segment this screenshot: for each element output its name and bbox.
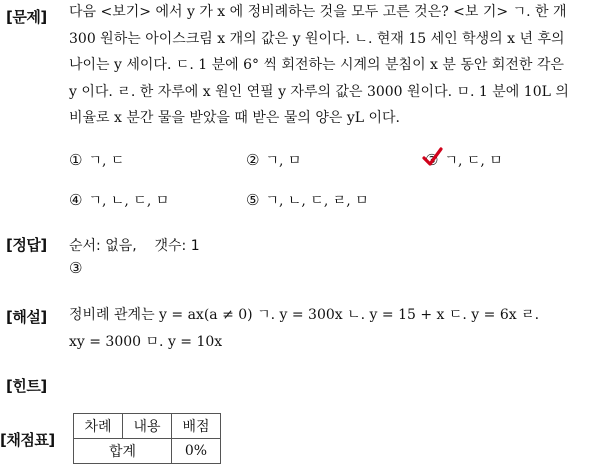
question-line: 300 원하는 아이스크림 x 개의 값은 y 원이다. ㄴ. 현재 15 세인 학생의 x 년 후의 — [69, 30, 565, 47]
choice-text: ㄱ, ㄷ — [88, 153, 125, 169]
table-header-cell: 내용 — [123, 414, 172, 439]
explanation-text — [69, 302, 599, 355]
choice-number: ② — [246, 151, 260, 169]
table-header-cell: 배점 — [172, 414, 221, 439]
question-label: [문제] — [6, 8, 47, 26]
choice-4[interactable] — [69, 190, 169, 210]
choice-number: ③ — [425, 151, 439, 169]
explanation-line: 정비례 관계는 y = ax(a ≠ 0) ㄱ. y = 300x ㄴ. y = 15 + x ㄷ. y = 6x ㄹ. — [69, 307, 540, 323]
choice-number: ① — [69, 151, 83, 169]
total-label-cell: 합계 — [74, 439, 172, 464]
choice-3[interactable] — [425, 150, 503, 170]
choice-text: ㄱ, ㄷ, ㅁ — [444, 153, 503, 169]
scoring-label: [채점표] — [0, 431, 55, 449]
answer-label: [정답] — [6, 236, 47, 254]
answer-choice: ③ — [69, 259, 83, 277]
answer-summary: 순서: 없음, 갯수: 1 — [69, 238, 200, 254]
choice-text: ㄱ, ㄴ, ㄷ, ㄹ, ㅁ — [265, 193, 369, 209]
table-header-cell: 차례 — [74, 414, 123, 439]
table-row — [74, 439, 221, 464]
question-line: y 이다. ㄹ. 한 자루에 x 원인 연필 y 자루의 값은 3000 원이다. ㅁ. 1 분에 10L 의 — [69, 83, 569, 100]
table-row — [74, 414, 221, 439]
choice-number: ⑤ — [246, 191, 260, 209]
question-text — [69, 0, 599, 132]
choice-text: ㄱ, ㄴ, ㄷ, ㅁ — [88, 193, 170, 209]
choice-1[interactable] — [69, 150, 124, 170]
choice-text: ㄱ, ㅁ — [265, 153, 302, 169]
question-line: 비율로 x 분간 물을 받았을 때 받은 물의 양은 yL 이다. — [69, 110, 401, 126]
scoring-table — [73, 413, 221, 464]
total-value-cell: 0% — [172, 439, 221, 464]
choice-2[interactable] — [246, 150, 301, 170]
explanation-line: xy = 3000 ㅁ. y = 10x — [69, 333, 223, 350]
choice-5[interactable] — [246, 190, 369, 210]
question-line: 다음 <보기> 에서 y 가 x 에 정비례하는 것을 모두 고른 것은? <보 기> ㄱ. 한 개 — [69, 4, 567, 20]
hint-label: [힌트] — [6, 377, 47, 395]
question-line: 나이는 y 세이다. ㄷ. 1 분에 6° 씩 회전하는 시계의 분침이 x 분 동안 회전한 각은 — [69, 57, 564, 73]
choice-number: ④ — [69, 191, 83, 209]
explanation-label: [해설] — [6, 308, 47, 326]
